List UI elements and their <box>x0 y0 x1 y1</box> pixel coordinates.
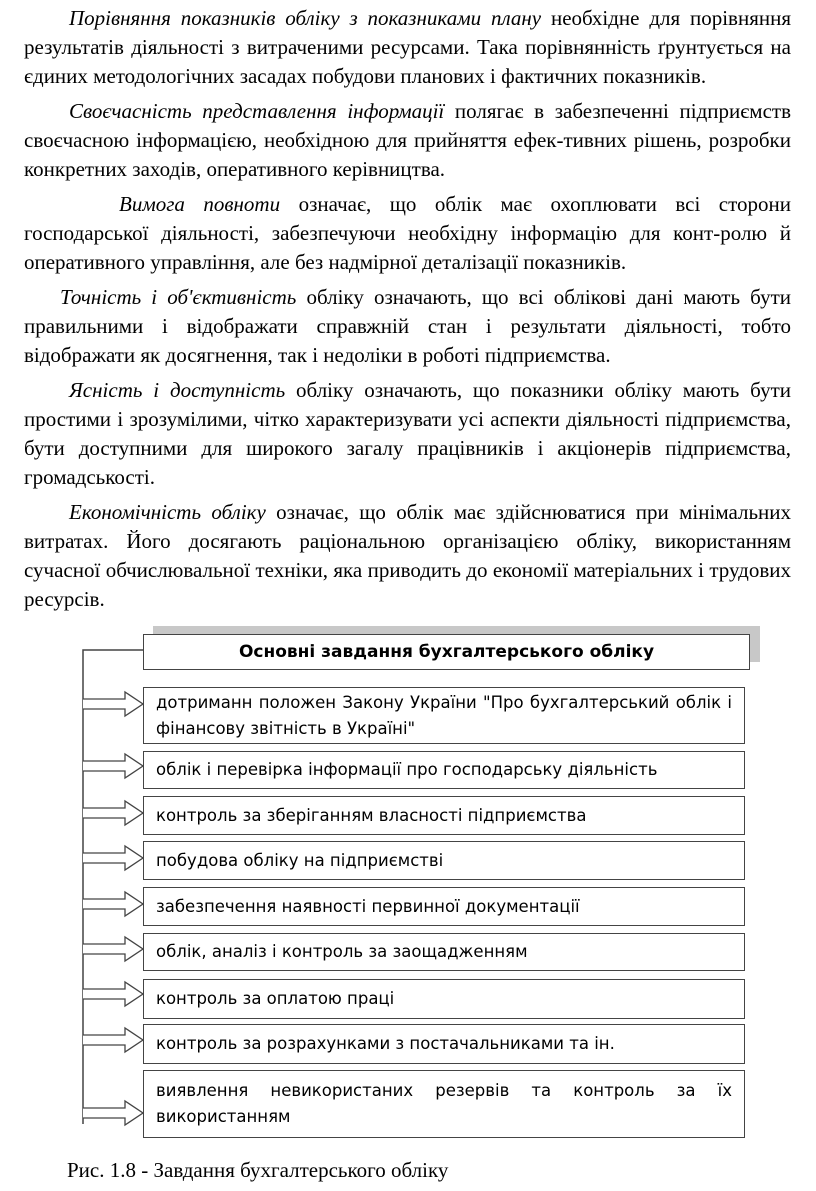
term: Точність і об'єктивність <box>60 285 297 309</box>
task-box: облік і перевірка інформації про господарську діяльність <box>143 751 745 789</box>
term: Ясність і доступність <box>69 378 286 402</box>
arrow-icon <box>83 801 143 825</box>
arrow-icons <box>83 692 143 1125</box>
paragraph-timeliness: Своєчасність представлення інформації полягає в забезпеченні підприємств своєчасною інформацією, необхідною для прийняття ефек-тивних рішень, розробки конкретних заходів, оперативного керівництва. <box>24 99 791 181</box>
arrow-icon <box>83 982 143 1006</box>
arrow-icon <box>83 846 143 870</box>
task-box: забезпечення наявності первинної документації <box>143 887 745 926</box>
task-box: контроль за зберіганням власності підприємства <box>143 796 745 835</box>
term: Порівняння показників обліку з показниками плану <box>69 6 542 30</box>
task-box: виявлення невикористаних резервів та контроль за їх використанням <box>143 1070 745 1138</box>
task-box: дотриманн положен Закону України "Про бухгалтерський облік і фінансову звітність в Україні" <box>143 687 745 744</box>
paragraph-completeness: Вимога повноти означає, що облік має охоплювати всі сторони господарської діяльності, забезпечуючи необхідну інформацію для конт-ролю й оперативного управління, але без надмірної деталізації показників. <box>24 192 791 274</box>
task-box: облік, аналіз і контроль за заощадженням <box>143 933 745 971</box>
paragraph-plan-comparison: Порівняння показників обліку з показниками плану необхідне для порівняння результатів діяльності з витраченими ресурсами. Така порівнянність ґрунтується на єдиних методологічних засадах побудови планових і фактичних показників. <box>24 6 791 88</box>
arrow-icon <box>83 1028 143 1052</box>
paragraph-clarity: Ясність і доступність обліку означають, що показники обліку мають бути простими і зрозумілими, чітко характеризувати усі аспекти діяльності підприємства, бути доступними для широкого загалу працівників і акціонерів підприємства, громадськості. <box>24 378 791 489</box>
term: Економічність обліку <box>69 500 266 524</box>
paragraph-accuracy: Точність і об'єктивність обліку означають, що всі облікові дані мають бути правильними і відображати справжній стан і результати діяльності, тобто відображати як досягнення, так і недоліки в роботі підприємства. <box>24 285 791 367</box>
figure-caption: Рис. 1.8 - Завдання бухгалтерського обліку <box>67 1158 449 1182</box>
task-box: контроль за оплатою праці <box>143 979 745 1019</box>
diagram-title: Основні завдання бухгалтерського обліку <box>143 634 750 670</box>
arrow-icon <box>83 937 143 961</box>
paragraph-economy: Економічність обліку означає, що облік має здійснюватися при мінімальних витратах. Його досягають раціональною організацією обліку, використанням сучасної обчислювальної техніки, яка приводить до економії матеріальних і трудових ресурсів. <box>24 500 791 611</box>
arrow-icon <box>83 1101 143 1125</box>
task-box: побудова обліку на підприємстві <box>143 841 745 880</box>
arrow-icon <box>83 892 143 916</box>
arrow-icon <box>83 692 143 716</box>
term: Своєчасність представлення інформації <box>69 99 445 123</box>
task-box: контроль за розрахунками з постачальниками та ін. <box>143 1024 745 1064</box>
arrow-icon <box>83 754 143 778</box>
term: Вимога повноти <box>119 192 281 216</box>
